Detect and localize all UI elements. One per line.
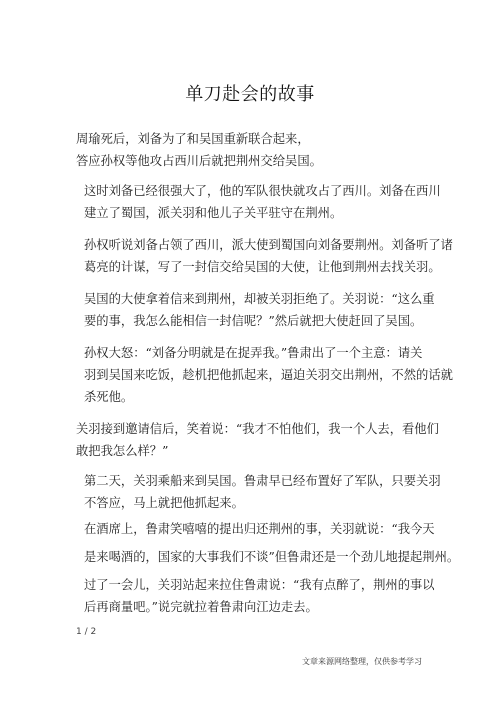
paragraph-line: 关羽接到邀请信后，笑着说：“我才不怕他们，我一个人去，看他们 (76, 422, 439, 436)
paragraph-line: 要的事，我怎么能相信一封信呢？”然后就把大使赶回了吴国。 (84, 314, 423, 328)
paragraph-5 (76, 342, 453, 408)
page-number: 1 / 2 (76, 627, 97, 637)
paragraph-line: 第二天，关羽乘船来到吴国。鲁肃早已经布置好了军队，只要关羽 (84, 474, 441, 488)
paragraph-line: 在酒席上，鲁肃笑嘻嘻的提出归还荆州的事，关羽就说：“我今天 (84, 522, 435, 536)
paragraph-3 (76, 234, 453, 278)
paragraph-7 (76, 470, 441, 514)
paragraph-line: 敢把我怎么样？” (76, 444, 169, 458)
paragraph-6 (76, 418, 439, 462)
paragraph-line: 羽到吴国来吃饭，趁机把他抓起来，逼迫关羽交出荆州，不然的话就 (84, 368, 453, 382)
paragraph-4 (76, 288, 435, 332)
paragraph-line: 建立了蜀国，派关羽和他儿子关平驻守在荆州。 (84, 206, 343, 220)
paragraph-8 (76, 518, 460, 568)
paragraph-line: 后再商量吧。”说完就拉着鲁肃向江边走去。 (84, 600, 318, 614)
footer-note: 文章来源网络整理，仅供参考学习 (302, 657, 422, 666)
paragraph-1 (76, 128, 416, 172)
paragraph-2 (76, 180, 441, 224)
paragraph-line: 葛亮的计谋，写了一封信交给吴国的大使，让他到荆州去找关羽。 (84, 260, 441, 274)
paragraph-line: 孙权大怒：“刘备分明就是在捉弄我。”鲁肃出了一个主意：请关 (84, 346, 423, 360)
paragraph-line: 孙权听说刘备占领了西川，派大使到蜀国向刘备要荆州。刘备听了诸 (84, 238, 453, 252)
paragraph-line: 过了一会儿，关羽站起来拉住鲁肃说：“我有点醉了，荆州的事以 (84, 578, 435, 592)
paragraph-line: 不答应，马上就把他抓起来。 (84, 496, 244, 510)
paragraph-line: 周瑜死后，刘备为了和吴国重新联合起来， (76, 132, 310, 146)
paragraph-line: 是来喝酒的，国家的大事我们不谈”但鲁肃还是一个劲儿地提起荆州。 (84, 550, 460, 564)
paragraph-line: 这时刘备已经很强大了，他的军队很快就攻占了西川。刘备在西川 (84, 184, 441, 198)
paragraph-line: 答应孙权等他攻占西川后就把荆州交给吴国。 (76, 154, 322, 168)
paragraph-9 (76, 574, 435, 618)
paragraph-line: 吴国的大使拿着信来到荆州，却被关羽拒绝了。关羽说：“这么重 (84, 292, 435, 306)
document-title: 单刀赴会的故事 (185, 84, 315, 105)
paragraph-line: 杀死他。 (84, 390, 134, 404)
